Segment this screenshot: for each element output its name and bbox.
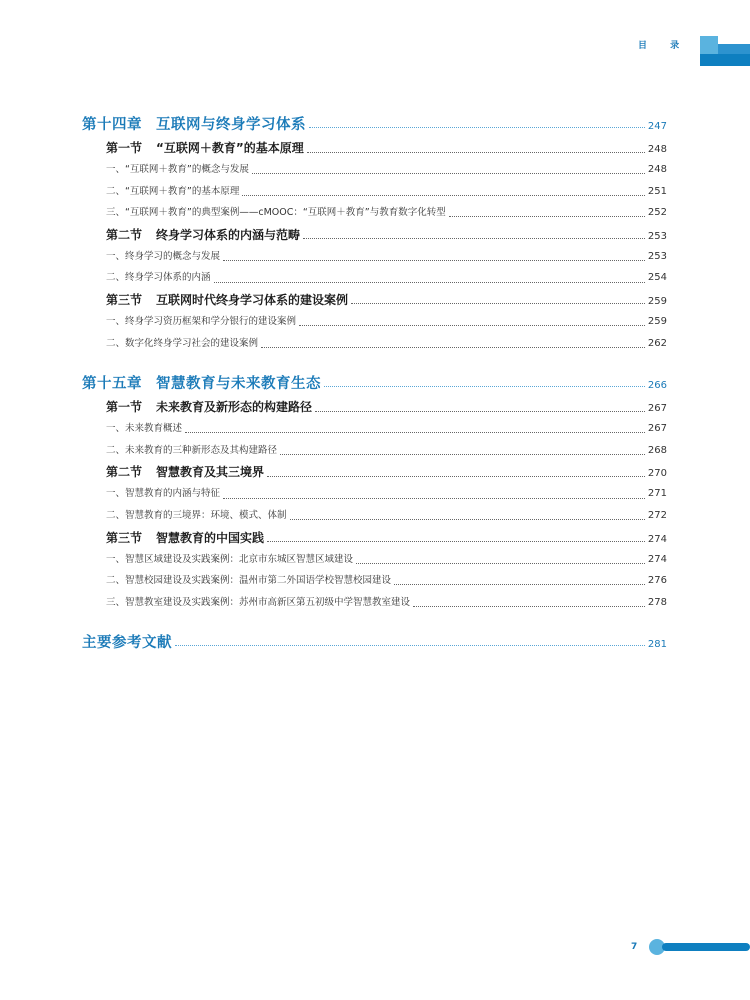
toc-item[interactable] — [82, 572, 667, 594]
section-title: 智慧教育及其三境界 — [156, 465, 265, 480]
page-number: 272 — [647, 509, 667, 521]
toc-item[interactable] — [82, 507, 667, 529]
item-title: 二、未来教育的三种新形态及其构建路径 — [106, 444, 278, 456]
toc-item-title — [106, 551, 353, 565]
section-title: 终身学习体系的内涵与范畴 — [156, 227, 301, 242]
section-number: 第二节 — [106, 465, 143, 480]
page-number: 259 — [647, 295, 667, 307]
dot-leader — [299, 325, 645, 326]
toc-chapter[interactable] — [82, 113, 667, 137]
toc-item-title — [106, 313, 296, 327]
dot-leader — [223, 260, 645, 261]
toc-item[interactable] — [82, 161, 667, 183]
toc-item[interactable] — [82, 551, 667, 573]
item-title: 一、终身学习资历框架和学分银行的建设案例 — [106, 315, 297, 327]
item-title: 一、终身学习的概念与发展 — [106, 250, 221, 262]
item-title: 二、智慧校园建设及实践案例：温州市第二外国语学校智慧校园建设 — [106, 575, 392, 587]
dot-leader — [315, 411, 645, 412]
section-number: 第一节 — [106, 141, 143, 155]
dot-leader — [280, 454, 645, 455]
dot-leader — [394, 584, 645, 585]
dot-leader — [242, 195, 645, 196]
toc-item[interactable] — [82, 269, 667, 291]
toc-references-title — [82, 631, 172, 652]
page-number: 278 — [647, 596, 667, 608]
item-title: 一、智慧教育的内涵与特征 — [106, 488, 221, 500]
item-title: 三、智慧教室建设及实践案例：苏州市高新区第五初级中学智慧教室建设 — [106, 596, 411, 608]
page-number: 259 — [647, 315, 667, 327]
item-title: 一、智慧区域建设及实践案例：北京市东城区智慧区域建设 — [106, 553, 354, 565]
section-number: 第一节 — [106, 400, 143, 415]
toc-item[interactable] — [82, 485, 667, 507]
toc-section[interactable] — [82, 291, 667, 313]
section-title: 智慧教育的中国实践 — [156, 530, 265, 545]
page-number: 253 — [647, 230, 667, 242]
dot-leader — [351, 303, 645, 304]
toc-item[interactable] — [82, 313, 667, 335]
page-number: 252 — [647, 207, 667, 219]
section-title: 未来教育及新形态的构建路径 — [156, 400, 313, 415]
section-number: 第二节 — [106, 227, 143, 242]
dot-leader — [324, 386, 645, 387]
toc-references[interactable] — [82, 631, 667, 655]
dot-leader — [356, 563, 645, 564]
chapter-spacer — [82, 615, 667, 631]
page-number: 254 — [647, 272, 667, 284]
toc-chapter-title — [82, 113, 306, 134]
chapter-spacer — [82, 356, 667, 372]
toc-item-title — [106, 572, 391, 586]
table-of-contents — [82, 113, 667, 657]
toc-chapter[interactable] — [82, 372, 667, 396]
toc-chapter-title — [82, 372, 321, 393]
dot-leader — [290, 519, 645, 520]
toc-section[interactable] — [82, 529, 667, 551]
toc-item[interactable] — [82, 594, 667, 616]
toc-item-title — [106, 335, 258, 349]
chapter-title: 互联网与终身学习体系 — [156, 117, 306, 133]
item-title: 二、“互联网＋教育”的基本原理 — [106, 185, 240, 197]
page-number: 268 — [647, 444, 667, 456]
page-number: 262 — [647, 337, 667, 349]
dot-leader — [175, 645, 645, 646]
item-title: 二、终身学习体系的内涵 — [106, 272, 211, 284]
chapter-title: 智慧教育与未来教育生态 — [156, 376, 321, 393]
toc-item[interactable] — [82, 335, 667, 357]
footer-decoration — [648, 938, 750, 956]
toc-section-title — [106, 529, 264, 546]
dot-leader — [214, 282, 645, 283]
dot-leader — [267, 541, 645, 542]
toc-item-title — [106, 269, 211, 283]
item-title: 二、数字化终身学习社会的建设案例 — [106, 337, 259, 349]
toc-item[interactable] — [82, 420, 667, 442]
item-title: 三、“互联网＋教育”的典型案例——cMOOC：“互联网＋教育”与教育数字化转型 — [106, 207, 446, 219]
page-number: 248 — [647, 144, 667, 155]
page-number: 270 — [647, 468, 667, 480]
dot-leader — [303, 238, 645, 239]
section-number: 第三节 — [106, 292, 143, 307]
toc-item-title — [106, 442, 277, 456]
page-number: 251 — [647, 185, 667, 197]
header-block-dark — [700, 54, 750, 66]
item-title: 一、未来教育概述 — [106, 423, 183, 435]
toc-section[interactable] — [82, 139, 667, 161]
page-number: 276 — [647, 575, 667, 587]
header-block-mid — [718, 44, 750, 54]
toc-section-title — [106, 291, 348, 308]
header-label: 目 录 — [638, 41, 690, 51]
dot-leader — [261, 347, 645, 348]
page-number: 267 — [647, 403, 667, 415]
toc-section[interactable] — [82, 226, 667, 248]
toc-item[interactable] — [82, 248, 667, 270]
header-decoration-bar — [700, 36, 750, 66]
page-number: 271 — [647, 488, 667, 500]
footer-page-number: 7 — [631, 942, 638, 952]
chapter-number: 第十四章 — [82, 117, 142, 133]
toc-item[interactable] — [82, 183, 667, 205]
toc-item-title — [106, 161, 249, 175]
item-title: 二、智慧教育的三境界：环境、模式、体制 — [106, 509, 287, 521]
page-number: 253 — [647, 250, 667, 262]
toc-section-title — [106, 226, 300, 243]
item-title: 一、“互联网＋教育”的概念与发展 — [106, 164, 249, 175]
page-number: 248 — [647, 164, 667, 175]
toc-item-title — [106, 420, 182, 434]
page-number: 274 — [647, 553, 667, 565]
page-number: 266 — [647, 380, 667, 392]
toc-item-title — [106, 594, 410, 608]
chapter-number: 第十五章 — [82, 376, 142, 393]
toc-item[interactable] — [82, 204, 667, 226]
dot-leader — [267, 476, 645, 477]
dot-leader — [309, 127, 645, 128]
page-number: 281 — [647, 639, 667, 651]
page-number: 267 — [647, 423, 667, 435]
toc-section-title — [106, 398, 312, 415]
toc-item-title — [106, 507, 287, 521]
toc-item-title — [106, 248, 220, 262]
toc-item-title — [106, 204, 446, 218]
toc-section-title — [106, 463, 264, 480]
toc-section[interactable] — [82, 398, 667, 420]
toc-item[interactable] — [82, 442, 667, 464]
dot-leader — [185, 432, 645, 433]
dot-leader — [223, 498, 645, 499]
dot-leader — [307, 152, 645, 153]
header-block-light — [700, 36, 718, 54]
dot-leader — [252, 173, 645, 174]
section-title: 互联网时代终身学习体系的建设案例 — [156, 292, 349, 307]
toc-item-title — [106, 485, 220, 499]
dot-leader — [413, 606, 645, 607]
toc-item-title — [106, 183, 239, 197]
references-title: 主要参考文献 — [82, 635, 172, 652]
section-title: “互联网＋教育”的基本原理 — [156, 141, 304, 155]
toc-section-title — [106, 139, 304, 156]
toc-section[interactable] — [82, 463, 667, 485]
dot-leader — [449, 216, 645, 217]
page-number: 247 — [647, 121, 667, 132]
section-number: 第三节 — [106, 530, 143, 545]
page-number: 274 — [647, 533, 667, 545]
